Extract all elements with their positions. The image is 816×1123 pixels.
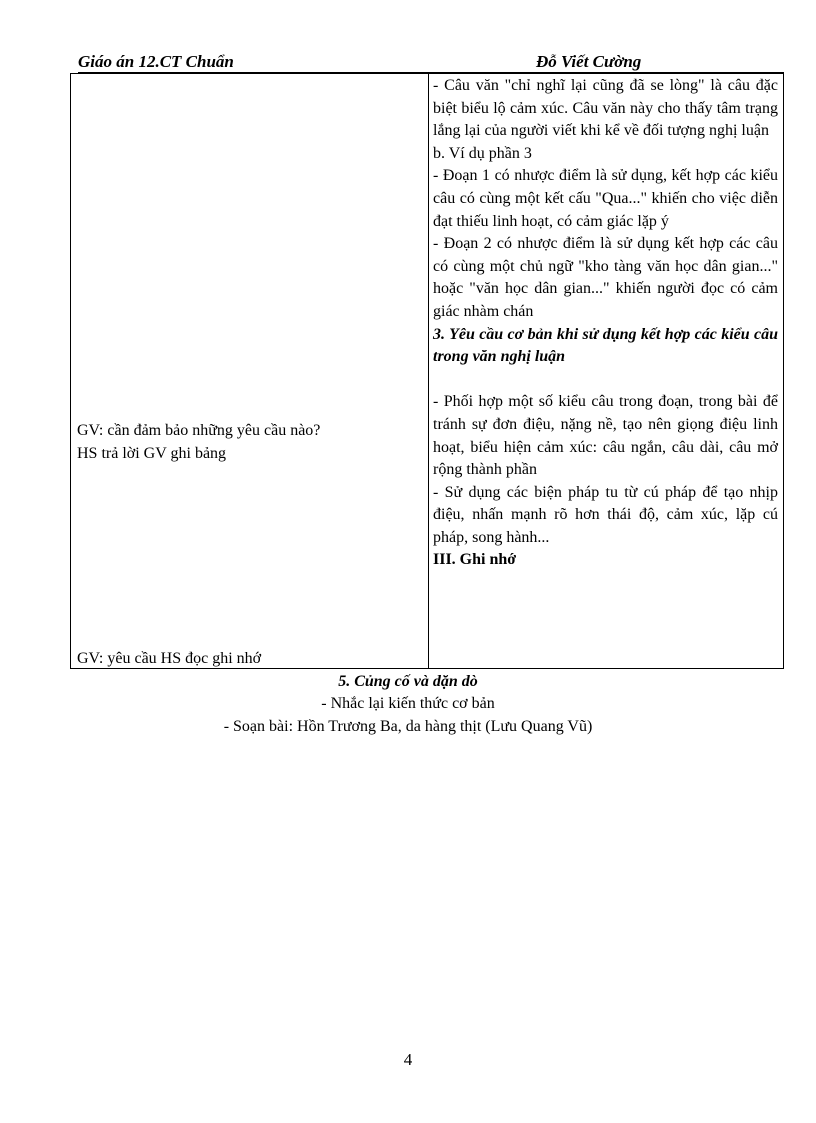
paragraph-doan-2: - Đoạn 2 có nhược điểm là sử dụng kết hợp các câu có cùng một chủ ngữ "kho tàng văn học dân gian..." hoặc "văn học dân gian..." khiến người đọc có cảm giác nhàm chán [433, 235, 778, 320]
header-title: Giáo án 12.CT Chuẩn [78, 52, 234, 71]
paragraph-bien-phap: - Sử dụng các biện pháp tu từ cú pháp để tạo nhịp điệu, nhấn mạnh rõ hơn thái độ, cảm xúc, lặp cú pháp, song hành... [433, 483, 778, 546]
consolidation-title: 5. Củng cố và dặn dò [338, 673, 478, 690]
paragraph-special-sentence: - Câu văn "chỉ nghĩ lại cũng đã se lòng" là câu đặc biệt biểu lộ cảm xúc. Câu văn này cho thấy tâm trạng lắng lại của người viết khi kể về đối tượng nghị luận [433, 77, 778, 140]
consolidation-line-1: - Nhắc lại kiến thức cơ bản [321, 695, 495, 712]
header-author: Đỗ Viết Cường [536, 52, 642, 71]
section-heading-3: 3. Yêu cầu cơ bản khi sử dụng kết hợp các kiểu câu trong văn nghị luận [433, 325, 778, 366]
lesson-table [70, 73, 784, 669]
section-heading-ghi-nho: III. Ghi nhớ [433, 551, 517, 569]
page-number: 4 [403, 1050, 413, 1069]
example-heading: b. Ví dụ phần 3 [433, 144, 532, 162]
spacer [433, 369, 778, 392]
column-divider [428, 74, 429, 668]
content-column [433, 75, 778, 572]
gv-request: GV: yêu cầu HS đọc ghi nhớ [77, 650, 262, 667]
page-header [78, 52, 784, 73]
teacher-activity-column [77, 74, 423, 668]
paragraph-doan-1: - Đoạn 1 có nhược điểm là sử dụng, kết hợp các kiểu câu có cùng một kết cấu "Qua..." khiến cho việc diễn đạt thiếu linh hoạt, có cảm giác lặp ý [433, 167, 778, 230]
hs-answer: HS trả lời GV ghi bảng [77, 444, 227, 462]
teacher-question-block [77, 420, 320, 465]
consolidation-line-2: - Soạn bài: Hồn Trương Ba, da hàng thịt (Lưu Quang Vũ) [223, 718, 593, 735]
paragraph-phoi-hop: - Phối hợp một số kiểu câu trong đoạn, trong bài để tránh sự đơn điệu, nặng nề, tạo nên giọng điệu linh hoạt, biểu hiện cảm xúc: câu ngắn, câu dài, câu mở rộng thành phần [433, 393, 778, 479]
gv-question: GV: cần đảm bảo những yêu cầu nào? [77, 422, 321, 439]
